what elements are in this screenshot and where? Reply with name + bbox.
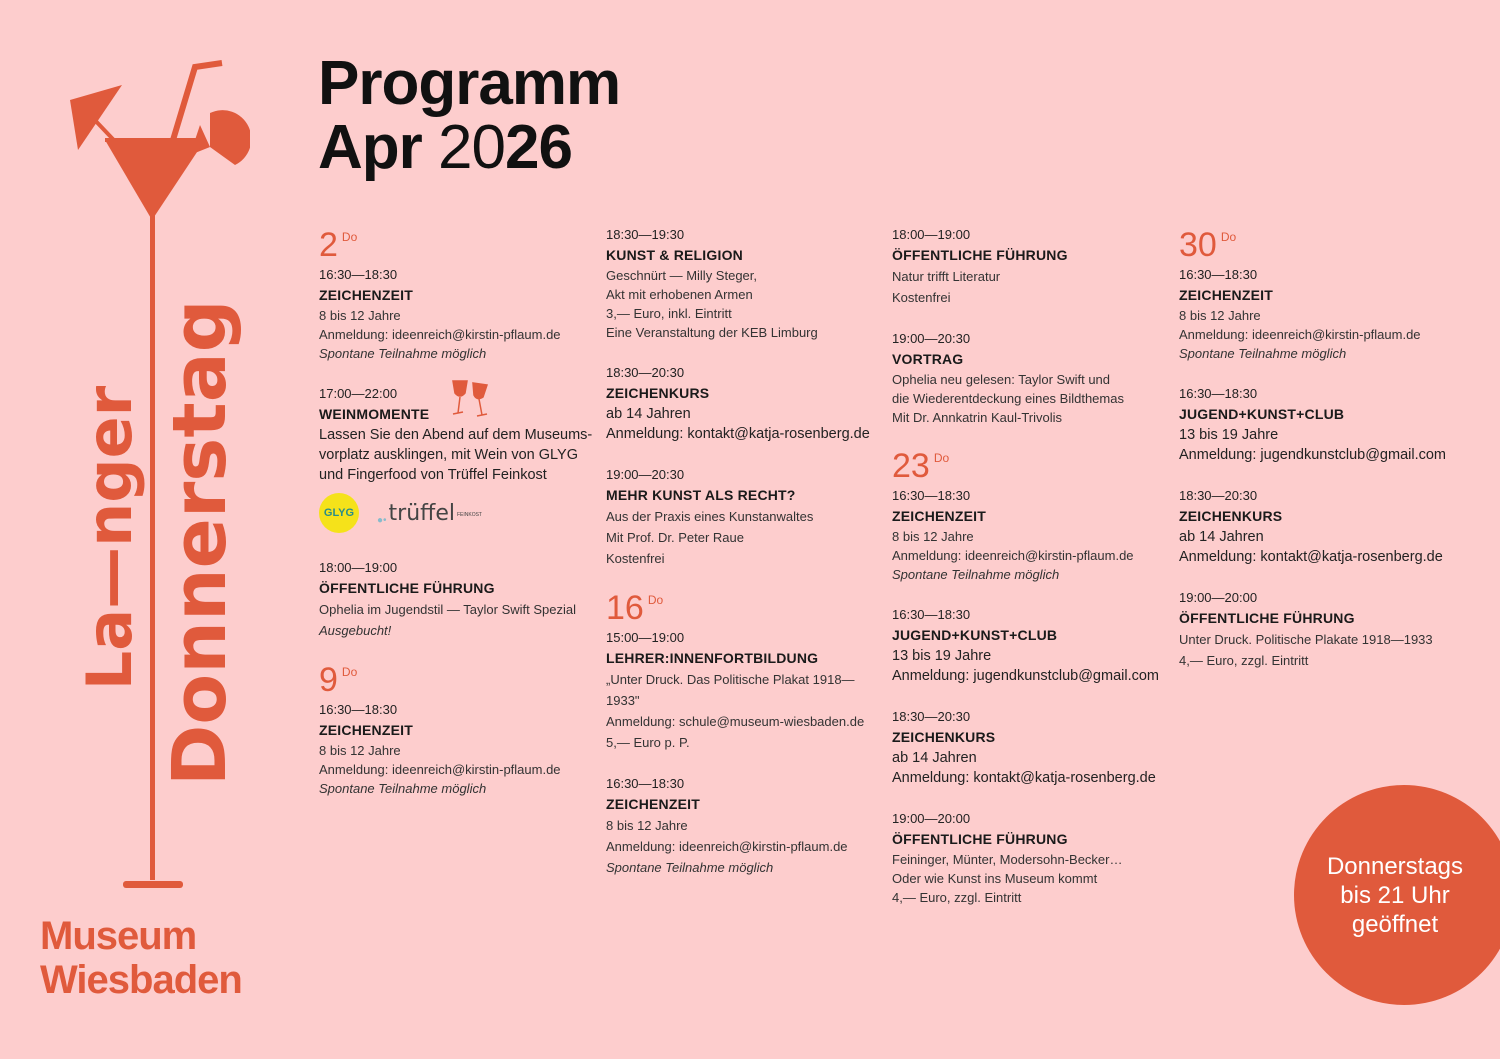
event-line: Geschnürt — Milly Steger, (606, 268, 757, 283)
day-30 (1179, 228, 1469, 262)
day-2 (319, 228, 604, 262)
page-title (318, 49, 621, 182)
vertical-title-left: La—nger (73, 385, 146, 691)
column-2 (606, 226, 881, 900)
event-line: Kostenfrei (892, 290, 951, 305)
title-month: Apr (318, 113, 422, 182)
trueffel-logo (377, 501, 482, 526)
event-line: Anmeldung: kontakt@katja-rosenberg.de (606, 426, 870, 442)
event-fuehrung (892, 226, 1167, 308)
event-line: Aus der Praxis eines Kunstanwaltes (606, 509, 814, 524)
event-name: ZEICHENZEIT (606, 796, 700, 812)
event-vortrag (892, 330, 1167, 427)
event-time: 16:30—18:30 (892, 488, 971, 503)
event-name: ÖFFENTLICHE FÜHRUNG (892, 831, 1068, 847)
event-zeichenzeit (319, 266, 604, 363)
event-time: 16:30—18:30 (319, 702, 398, 717)
event-name: MEHR KUNST ALS RECHT? (606, 487, 796, 503)
event-zeichenzeit (892, 487, 1167, 584)
event-line: Mit Dr. Annkatrin Kaul-Trivolis (892, 410, 1063, 425)
event-line: Anmeldung: schule@museum-wiesbaden.de (606, 714, 865, 729)
museum-line2: Wiesbaden (40, 958, 242, 1002)
badge-line2: bis 21 Uhr (1340, 881, 1450, 909)
event-line: Spontane Teilnahme möglich (892, 567, 1060, 582)
event-time: 16:30—18:30 (892, 607, 971, 622)
event-line: Anmeldung: jugendkunstclub@gmail.com (1179, 447, 1447, 463)
event-name: ZEICHENKURS (606, 385, 710, 401)
event-time: 15:00—19:00 (606, 630, 685, 645)
event-line: 4,— Euro, zzgl. Eintritt (892, 890, 1022, 905)
day-23 (892, 449, 1167, 483)
event-time: 16:30—18:30 (606, 776, 685, 791)
event-time: 19:00—20:00 (1179, 590, 1258, 605)
glyg-logo: GLYG (319, 493, 359, 533)
event-line: und Fingerfood von Trüffel Feinkost (319, 467, 547, 483)
event-name: JUGEND+KUNST+CLUB (892, 627, 1058, 643)
event-line: Anmeldung: ideenreich@kirstin-pflaum.de (319, 327, 561, 342)
event-name: VORTRAG (892, 351, 964, 367)
event-name: ÖFFENTLICHE FÜHRUNG (319, 580, 495, 596)
event-line: 8 bis 12 Jahre (892, 529, 974, 544)
event-jugend-kunst-club (1179, 385, 1469, 465)
title-line2 (318, 113, 620, 182)
event-name: LEHRER:INNENFORTBILDUNG (606, 650, 819, 666)
event-line: Unter Druck. Politische Plakate 1918—1933 (1179, 632, 1433, 647)
event-fuehrung (892, 810, 1167, 907)
event-name: ZEICHENKURS (892, 729, 996, 745)
event-time: 16:30—18:30 (1179, 386, 1258, 401)
event-line: „Unter Druck. Das Politische Plakat 1918—1933" (606, 672, 855, 708)
day-16 (606, 591, 881, 625)
title-year-light: 20 (438, 113, 505, 182)
weekday: Do (933, 451, 950, 465)
title-year-bold: 26 (504, 113, 572, 182)
weekday: Do (341, 230, 358, 244)
event-name: WEINMOMENTE (319, 406, 430, 422)
event-line: 13 bis 19 Jahre (1179, 427, 1279, 443)
event-line: die Wiederentdeckung eines Bildthemas (892, 391, 1124, 406)
event-line: 4,— Euro, zzgl. Eintritt (1179, 653, 1309, 668)
event-line: Oder wie Kunst ins Museum kommt (892, 871, 1098, 886)
badge-line1: Donnerstags (1326, 852, 1464, 880)
event-name: ÖFFENTLICHE FÜHRUNG (1179, 610, 1355, 626)
event-name: ÖFFENTLICHE FÜHRUNG (892, 247, 1068, 263)
column-3 (892, 226, 1167, 929)
event-time: 18:30—20:30 (1179, 488, 1258, 503)
event-line: Ausgebucht! (319, 623, 392, 638)
event-time: 19:00—20:30 (606, 467, 685, 482)
event-fuehrung (1179, 589, 1469, 671)
weekday: Do (341, 665, 358, 679)
event-line: Lassen Sie den Abend auf dem Museums- (319, 427, 593, 443)
event-time: 19:00—20:00 (892, 811, 971, 826)
event-name: JUGEND+KUNST+CLUB (1179, 406, 1345, 422)
event-line: Spontane Teilnahme möglich (1179, 346, 1347, 361)
event-weinmomente (319, 385, 604, 533)
event-zeichenkurs (606, 364, 881, 444)
event-line: Kostenfrei (606, 551, 665, 566)
trueffel-word: trüffel (388, 500, 455, 526)
badge-line3: geöffnet (1351, 910, 1439, 938)
event-line: 3,— Euro, inkl. Eintritt (606, 306, 732, 321)
event-time: 16:30—18:30 (1179, 267, 1258, 282)
event-fuehrung (319, 559, 604, 641)
event-zeichenkurs (1179, 487, 1469, 567)
event-line: 8 bis 12 Jahre (319, 743, 401, 758)
sponsor-logos (319, 493, 604, 533)
day-9 (319, 663, 604, 697)
event-line: Spontane Teilnahme möglich (319, 781, 487, 796)
event-time: 18:00—19:00 (319, 560, 398, 575)
event-time: 18:30—19:30 (606, 227, 685, 242)
event-time: 18:30—20:30 (892, 709, 971, 724)
event-name: ZEICHENZEIT (319, 287, 413, 303)
event-name: KUNST & RELIGION (606, 247, 743, 263)
event-name: ZEICHENZEIT (319, 722, 413, 738)
event-line: Eine Veranstaltung der KEB Limburg (606, 325, 818, 340)
event-time: 18:00—19:00 (892, 227, 971, 242)
event-line: ab 14 Jahren (892, 750, 977, 766)
event-line: Mit Prof. Dr. Peter Raue (606, 530, 744, 545)
day-number: 23 (892, 447, 930, 485)
event-zeichenzeit (1179, 266, 1469, 363)
museum-line1: Museum (40, 914, 197, 958)
event-name: ZEICHENZEIT (1179, 287, 1273, 303)
event-line: Anmeldung: ideenreich@kirstin-pflaum.de (606, 839, 848, 854)
event-line: ab 14 Jahren (1179, 529, 1264, 545)
event-line: Anmeldung: ideenreich@kirstin-pflaum.de (1179, 327, 1421, 342)
event-jugend-kunst-club (892, 606, 1167, 686)
event-line: Natur trifft Literatur (892, 269, 1001, 284)
event-line: Ophelia im Jugendstil — Taylor Swift Spezial (319, 602, 576, 617)
day-number: 2 (319, 226, 338, 264)
event-name: ZEICHENZEIT (892, 508, 986, 524)
event-line: 8 bis 12 Jahre (606, 818, 688, 833)
event-line: Feininger, Münter, Modersohn-Becker… (892, 852, 1123, 867)
opening-hours-badge (1294, 785, 1500, 1005)
event-line: 8 bis 12 Jahre (319, 308, 401, 323)
event-line: Spontane Teilnahme möglich (606, 860, 774, 875)
weekday: Do (1220, 230, 1237, 244)
event-zeichenzeit (606, 775, 881, 878)
event-name: ZEICHENKURS (1179, 508, 1283, 524)
event-line: Spontane Teilnahme möglich (319, 346, 487, 361)
event-zeichenkurs (892, 708, 1167, 788)
event-line: 5,— Euro p. P. (606, 735, 690, 750)
event-line: Akt mit erhobenen Armen (606, 287, 753, 302)
column-1 (319, 228, 604, 820)
event-fortbildung (606, 629, 881, 753)
event-zeichenzeit (319, 701, 604, 798)
day-number: 9 (319, 661, 338, 699)
weekday: Do (647, 593, 664, 607)
event-line: Anmeldung: jugendkunstclub@gmail.com (892, 668, 1160, 684)
event-line: Anmeldung: kontakt@katja-rosenberg.de (892, 770, 1156, 786)
event-line: 13 bis 19 Jahre (892, 648, 992, 664)
day-number: 16 (606, 589, 644, 627)
day-number: 30 (1179, 226, 1217, 264)
event-time: 16:30—18:30 (319, 267, 398, 282)
wine-glasses-icon (449, 377, 493, 421)
museum-logo (40, 914, 242, 1002)
event-kunst-religion (606, 226, 881, 342)
event-mehr-kunst (606, 466, 881, 569)
event-line: ab 14 Jahren (606, 406, 691, 422)
column-4 (1179, 228, 1469, 693)
title-line1: Programm (318, 49, 621, 118)
event-time: 19:00—20:30 (892, 331, 971, 346)
event-time: 17:00—22:00 (319, 386, 398, 401)
event-line: Anmeldung: ideenreich@kirstin-pflaum.de (892, 548, 1134, 563)
vertical-title-right: Donnerstag (157, 299, 243, 786)
event-line: 8 bis 12 Jahre (1179, 308, 1261, 323)
trueffel-sub: FEINKOST (456, 511, 482, 518)
event-time: 18:30—20:30 (606, 365, 685, 380)
event-line: vorplatz ausklingen, mit Wein von GLYG (319, 447, 578, 463)
dots-icon: ●• (377, 514, 387, 526)
event-line: Anmeldung: ideenreich@kirstin-pflaum.de (319, 762, 561, 777)
event-line: Anmeldung: kontakt@katja-rosenberg.de (1179, 549, 1443, 565)
event-line: Ophelia neu gelesen: Taylor Swift und (892, 372, 1111, 387)
